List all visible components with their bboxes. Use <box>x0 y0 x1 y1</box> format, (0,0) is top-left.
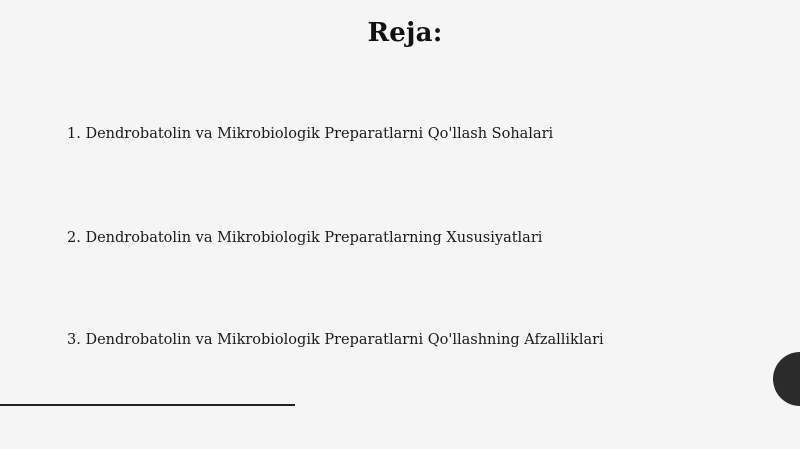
decorative-circle <box>773 352 800 406</box>
plan-item: 2. Dendrobatolin va Mikrobiologik Preparatlarning Xususiyatlari <box>67 230 543 246</box>
plan-item: 3. Dendrobatolin va Mikrobiologik Preparatlarni Qo'llashning Afzalliklari <box>67 332 604 348</box>
decorative-divider <box>0 404 295 406</box>
plan-item: 1. Dendrobatolin va Mikrobiologik Preparatlarni Qo'llash Sohalari <box>67 126 554 142</box>
slide-title: Reja: <box>367 18 443 48</box>
